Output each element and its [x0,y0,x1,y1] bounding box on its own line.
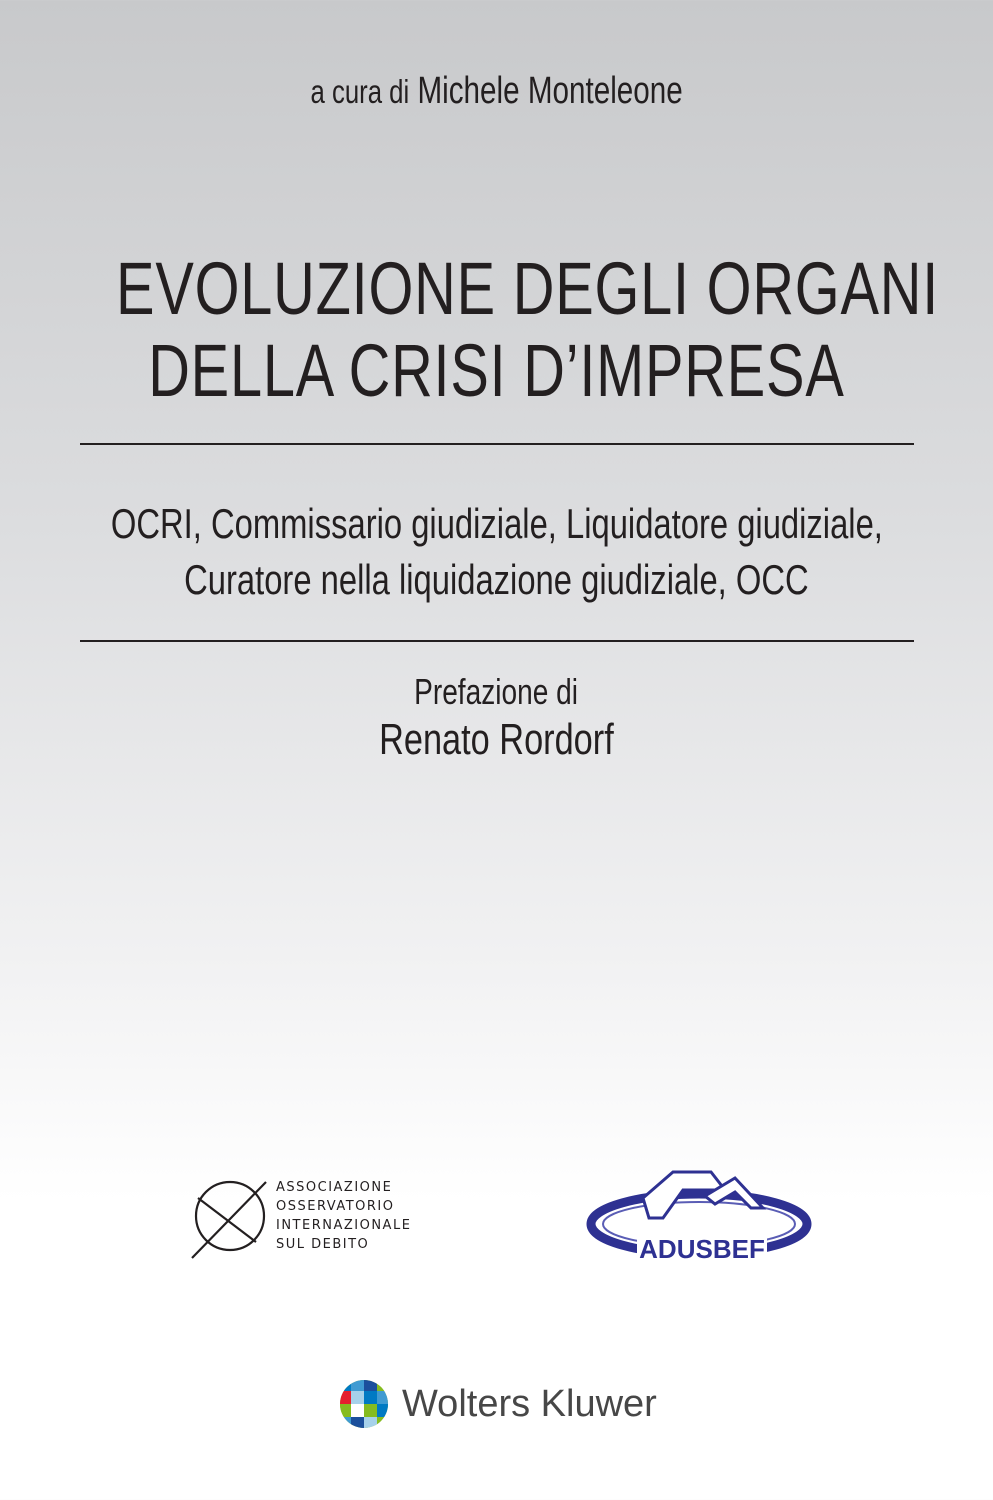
aois-logo [190,1172,430,1262]
aois-line-2: OSSERVATORIO [276,1199,395,1214]
preface-author: Renato Rordorf [379,715,614,764]
preface-label: Prefazione di [414,671,579,712]
subtitle-line-2: Curatore nella liquidazione giudiziale, OCC [184,556,809,603]
subtitle-line-1: OCRI, Commissario giudiziale, Liquidatore giudiziale, [110,500,883,547]
title-line-1: EVOLUZIONE DEGLI ORGANI [116,247,940,330]
editor-credit [0,66,993,117]
book-title [0,248,993,412]
publisher-name: Wolters Kluwer [402,1383,657,1425]
adusbef-logo [585,1168,815,1264]
crossed-circle-logo-icon [190,1176,270,1260]
title-divider [80,443,914,445]
book-subtitle [0,496,993,608]
adusbef-wordmark: ADUSBEF [639,1234,765,1264]
editor-name: Michele Monteleone [417,70,683,112]
adusbef-house-ring-logo-icon [585,1168,815,1264]
aois-wordmark [276,1178,411,1254]
aois-line-3: INTERNAZIONALE [276,1218,412,1233]
publisher-logo [338,1376,668,1432]
aois-line-4: SUL DEBITO [276,1237,370,1252]
wolters-kluwer-mosaic-logo-icon [338,1378,390,1430]
aois-line-1: ASSOCIAZIONE [276,1180,393,1195]
title-line-2: DELLA CRISI D’IMPRESA [148,329,845,412]
subtitle-divider [80,640,914,642]
editor-prefix: a cura di [310,73,410,110]
